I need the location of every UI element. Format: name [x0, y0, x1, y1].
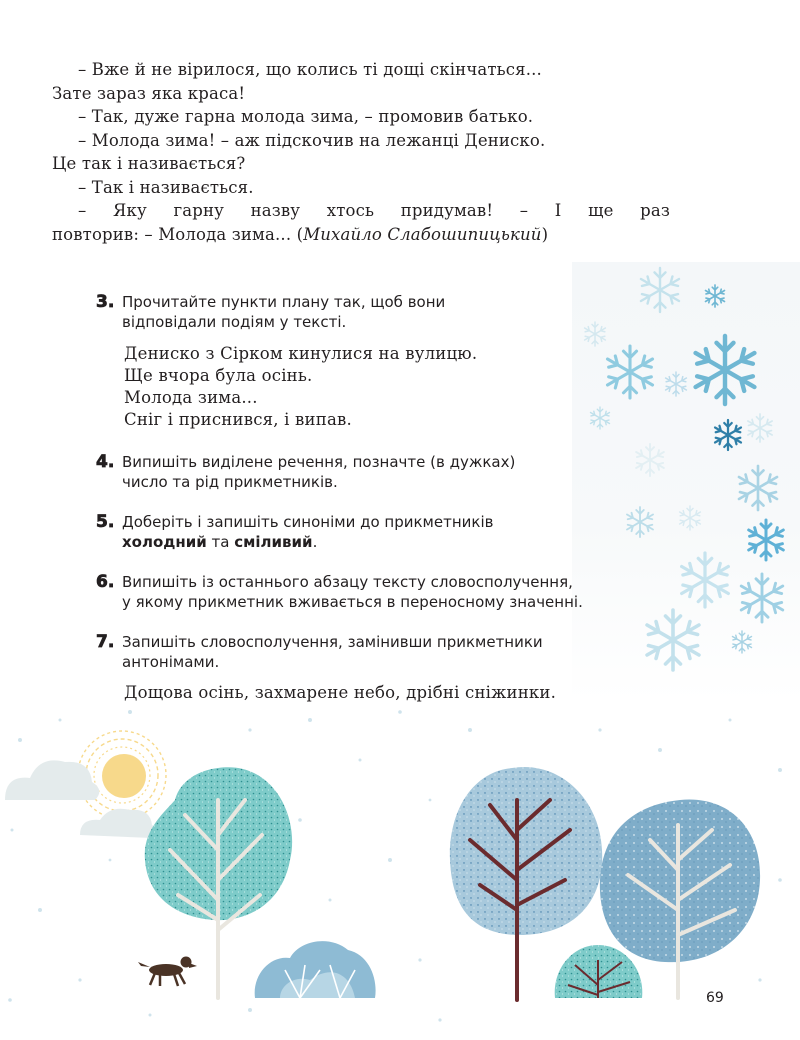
snowflake-icon	[647, 610, 699, 670]
task-text: Випишіть виділене речення, позначте (в дужках)	[122, 453, 516, 471]
task-number: 7.	[96, 632, 115, 652]
author-name: Михайло Слабошипицький	[303, 224, 542, 244]
snowflake-icon	[741, 574, 783, 622]
story-line: – Молода зима! – аж підскочив на лежанці Дениско.	[78, 130, 546, 150]
snowflake-icon	[680, 506, 701, 530]
task-number: 3.	[96, 292, 115, 312]
plan-item: Ще вчора була осінь.	[124, 366, 313, 385]
task-text: антонімами.	[122, 653, 220, 671]
page-number: 69	[706, 990, 724, 1006]
task-text: відповідали подіям у тексті.	[122, 313, 347, 331]
task-text: Доберіть і запишіть синоніми до прикметників	[122, 513, 494, 531]
story-line: – Вже й не вірилося, що колись ті дощі скінчаться...	[78, 60, 542, 79]
snowflake-icon	[715, 420, 741, 450]
snowflake-icon	[585, 322, 606, 346]
sun-icon	[78, 731, 166, 819]
story-line: – Яку гарну назву хтось придумав! – І ще раз	[78, 201, 670, 220]
task-number: 4.	[96, 452, 115, 472]
bush	[255, 941, 376, 998]
plan-item: Сніг і приснився, і випав.	[124, 410, 352, 429]
story-line: повторив: – Молода зима... (Михайло Слабошипицький)	[52, 224, 549, 244]
snowflake-icon	[666, 372, 687, 396]
story-line: Зате зараз яка краса!	[52, 83, 246, 103]
snowflakes	[585, 268, 784, 670]
small-teal-bush	[555, 945, 643, 998]
snowflake-icon	[739, 466, 777, 510]
snowflake-icon	[732, 631, 751, 653]
task-text: Випишіть із останнього абзацу тексту словосполучення,	[122, 573, 573, 591]
story-line: Це так і називається?	[52, 154, 246, 173]
task-number: 5.	[96, 512, 115, 532]
task-number: 6.	[96, 572, 115, 592]
plan-item: Молода зима...	[124, 388, 258, 407]
task-text: Прочитайте пункти плану так, щоб вони	[122, 293, 446, 311]
keyword: сміливий	[234, 533, 313, 551]
task-text: у якому прикметник вживається в переносному значенні.	[122, 593, 583, 611]
snowflake-icon	[590, 407, 609, 429]
task-text: холодний та сміливий.	[122, 533, 318, 551]
snowflake-icon	[627, 507, 653, 537]
snowflake-icon	[749, 520, 784, 560]
snowflake-icon	[608, 346, 653, 398]
snowflake-icon	[748, 414, 772, 442]
keyword: холодний	[122, 533, 207, 551]
snowflake-icon	[696, 336, 755, 404]
phrase: Дощова осінь, захмарене небо, дрібні сніжинки.	[124, 683, 557, 702]
dog-icon	[138, 957, 197, 987]
story-line: – Так і називається.	[78, 177, 254, 197]
task-text: число та рід прикметників.	[122, 473, 338, 491]
snowflake-icon	[705, 285, 724, 307]
task-text: Запишіть словосполучення, замінивши прикметники	[122, 633, 543, 651]
story-line: – Так, дуже гарна молода зима, – промовив батько.	[78, 107, 534, 126]
plan-item: Дениско з Сірком кинулися на вулицю.	[124, 344, 478, 363]
snowflake-icon	[682, 553, 729, 607]
snowflake-icon	[636, 444, 664, 476]
snowflake-icon	[641, 268, 679, 312]
